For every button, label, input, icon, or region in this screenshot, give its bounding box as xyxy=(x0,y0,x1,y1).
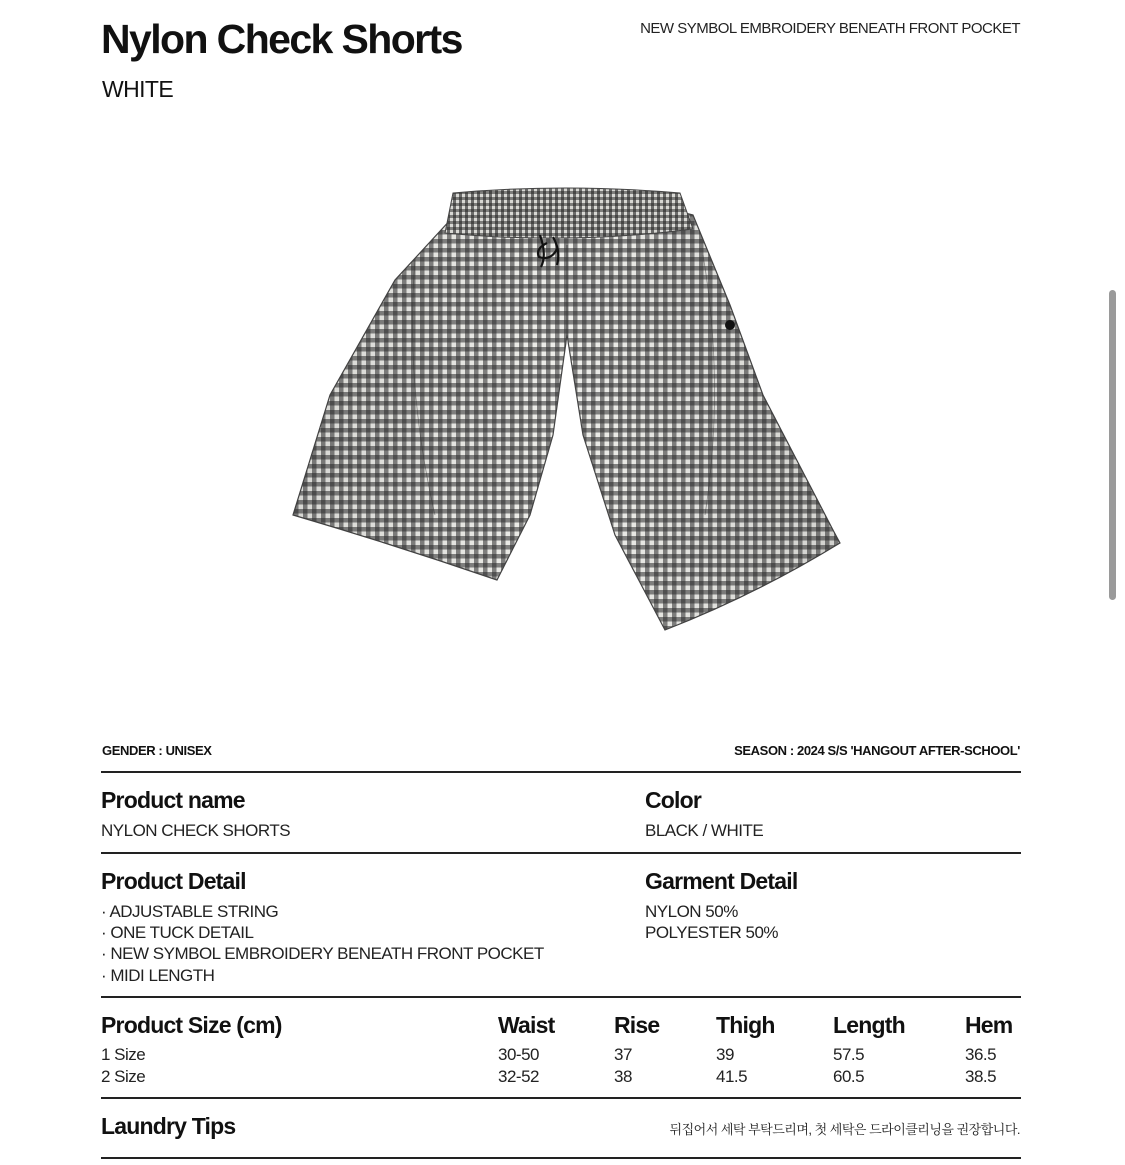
size-col-waist: Waist xyxy=(498,1012,555,1038)
detail-item: · MIDI LENGTH xyxy=(101,966,215,985)
detail-item: · NEW SYMBOL EMBROIDERY BENEATH FRONT POCKET xyxy=(101,944,544,963)
size-row-name: 1 Size xyxy=(101,1045,146,1064)
check-shorts-image xyxy=(285,185,845,640)
product-name-heading: Product name xyxy=(101,787,245,813)
size-col-hem: Hem xyxy=(965,1012,1013,1038)
garment-item: NYLON 50% xyxy=(645,902,738,921)
size-cell: 60.5 xyxy=(833,1067,865,1086)
product-color-subtitle: WHITE xyxy=(102,76,174,102)
gender-label: GENDER : UNISEX xyxy=(102,743,212,758)
size-col-rise: Rise xyxy=(614,1012,660,1038)
laundry-note: 뒤집어서 세탁 부탁드리며, 첫 세탁은 드라이클리닝을 권장합니다. xyxy=(669,1122,1020,1137)
size-row-name: 2 Size xyxy=(101,1067,146,1086)
divider xyxy=(101,771,1021,773)
size-cell: 38.5 xyxy=(965,1067,997,1086)
size-cell: 37 xyxy=(614,1045,632,1064)
detail-item: · ONE TUCK DETAIL xyxy=(101,923,254,942)
product-title: Nylon Check Shorts xyxy=(101,16,462,62)
size-cell: 39 xyxy=(716,1045,734,1064)
detail-item: · ADJUSTABLE STRING xyxy=(101,902,279,921)
garment-detail-heading: Garment Detail xyxy=(645,868,798,894)
scrollbar-thumb[interactable] xyxy=(1109,290,1116,600)
size-col-thigh: Thigh xyxy=(716,1012,775,1038)
color-value: BLACK / WHITE xyxy=(645,821,764,840)
color-heading: Color xyxy=(645,787,702,813)
garment-item: POLYESTER 50% xyxy=(645,923,779,942)
season-label: SEASON : 2024 S/S 'HANGOUT AFTER-SCHOOL' xyxy=(734,743,1020,758)
size-col-length: Length xyxy=(833,1012,905,1038)
divider xyxy=(101,1097,1021,1099)
product-name-value: NYLON CHECK SHORTS xyxy=(101,821,291,840)
divider xyxy=(101,996,1021,998)
divider xyxy=(101,1157,1021,1159)
size-cell: 57.5 xyxy=(833,1045,865,1064)
divider xyxy=(101,852,1021,854)
size-cell: 30-50 xyxy=(498,1045,539,1064)
size-heading: Product Size (cm) xyxy=(101,1012,282,1038)
feature-note: NEW SYMBOL EMBROIDERY BENEATH FRONT POCKET xyxy=(640,20,1020,37)
product-detail-heading: Product Detail xyxy=(101,868,246,894)
size-cell: 32-52 xyxy=(498,1067,539,1086)
size-cell: 36.5 xyxy=(965,1045,997,1064)
size-cell: 41.5 xyxy=(716,1067,748,1086)
laundry-heading: Laundry Tips xyxy=(101,1113,236,1139)
size-cell: 38 xyxy=(614,1067,632,1086)
